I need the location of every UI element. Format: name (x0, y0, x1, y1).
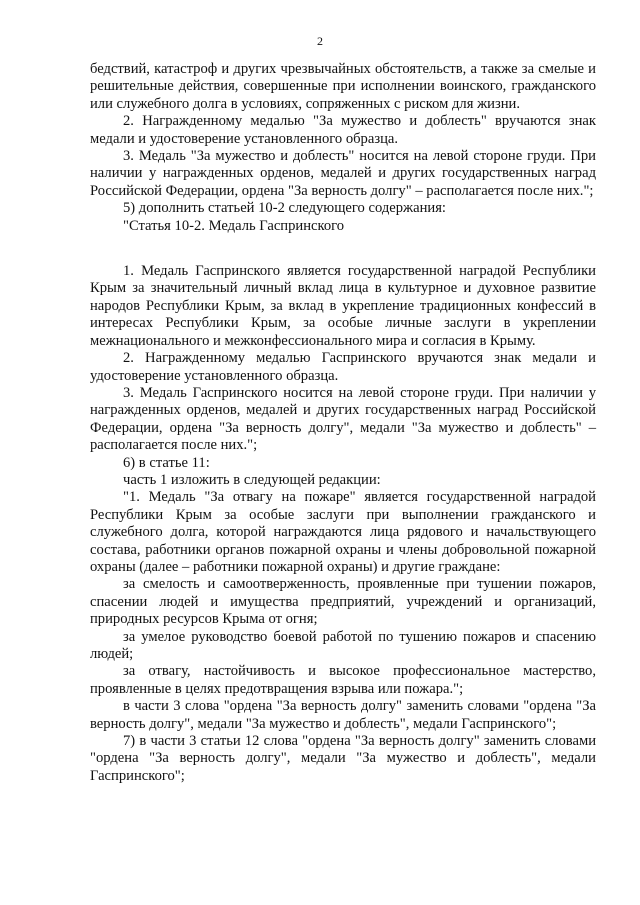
paragraph: 2. Награжденному медалью Гаспринского вручаются знак медали и удостоверение установленного образца. (90, 350, 596, 384)
paragraph: в части 3 слова "ордена "За верность долгу" заменить словами "ордена "За верность долгу", медали "За мужество и доблесть", медали Гаспринского"; (90, 698, 596, 732)
paragraph: бедствий, катастроф и других чрезвычайных обстоятельств, а также за смелые и решительные действия, совершенные при исполнении воинского, гражданского или служебного долга в условиях, сопряженных с риском для жизни. (90, 61, 596, 112)
paragraph: за смелость и самоотверженность, проявленные при тушении пожаров, спасении людей и имущества предприятий, учреждений и организаций, природных ресурсов Крыма от огня; (90, 576, 596, 628)
paragraph: "Статья 10-2. Медаль Гаспринского (123, 217, 345, 234)
paragraph: за отвагу, настойчивость и высокое профессиональное мастерство, проявленные в целях предотвращения взрыва или пожара."; (90, 663, 596, 697)
paragraph: часть 1 изложить в следующей редакции: (123, 471, 381, 488)
paragraph: 3. Медаль Гаспринского носится на левой стороне груди. При наличии у награжденных орденов, медалей и других государственных наград Российской Федерации, ордена "За верность долгу", медали "За мужество и доблесть" – располагается после них."; (90, 384, 596, 454)
paragraph: 7) в части 3 статьи 12 слова "ордена "За верность долгу" заменить словами "ордена "За верность долгу", медали "За мужество и доблесть", медали Гаспринского"; (90, 733, 596, 784)
paragraph: "1. Медаль "За отвагу на пожаре" является государственной наградой Республики Крым за особые заслуги при выполнении гражданского и служебного долга, которой награждаются лица рядового и начальствующего состава, работники органов пожарной охраны и члены добровольной пожарной охраны (далее – работники пожарной охраны) и другие граждане: (90, 489, 596, 575)
document-body (90, 61, 596, 785)
paragraph: 5) дополнить статьей 10-2 следующего содержания: (123, 200, 446, 217)
paragraph: 2. Награжденному медалью "За мужество и доблесть" вручаются знак медали и удостоверение установленного образца. (90, 113, 596, 147)
paragraph: 1. Медаль Гаспринского является государственной наградой Республики Крым за значительный личный вклад лица в культурное и духовное развитие народов Республики Крым, за вклад в укрепление традиционных конфессий в интересах Республики Крым, за особые личные заслуги в укреплении межнационального и межконфессионального мира и согласия в Крыму. (90, 263, 596, 349)
paragraph: 3. Медаль "За мужество и доблесть" носится на левой стороне груди. При наличии у награжденных орденов, медалей и других государственных наград Российской Федерации, ордена "За верность долгу" – располагается после них."; (90, 148, 596, 199)
paragraph: 6) в статье 11: (123, 454, 210, 471)
paragraph: за умелое руководство боевой работой по тушению пожаров и спасению людей; (90, 628, 596, 662)
page-number: 2 (317, 34, 323, 48)
